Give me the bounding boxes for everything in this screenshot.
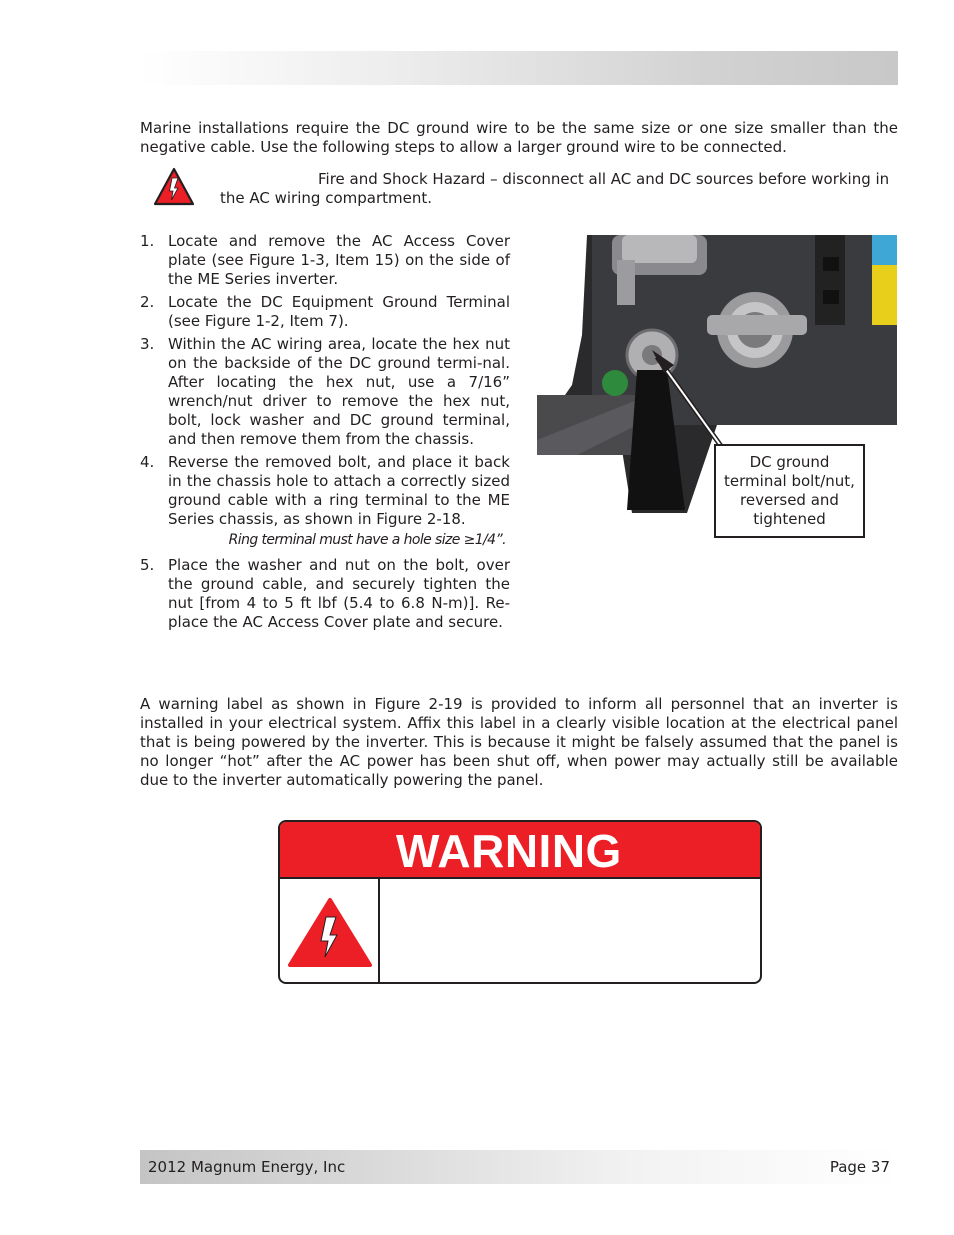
ring-terminal-note: Ring terminal must have a hole size ≥1/4”.: [228, 532, 506, 548]
list-item: [140, 453, 510, 550]
step-number: 1.: [140, 232, 155, 250]
list-item: [140, 232, 510, 289]
step-text: Locate and remove the AC Access Cover plate (see Figure 1-3, Item 15) on the side of the ME Series inverter.: [168, 232, 510, 288]
step-text: Reverse the removed bolt, and place it back in the chassis hole to attach a correctly sized ground cable with a ring terminal to the ME Series chassis, as shown in Figure 2-18.: [168, 453, 510, 528]
step-text: Within the AC wiring area, locate the hex nut on the backside of the DC ground termi-nal. After locating the hex nut, use a 7/16” wrench/nut driver to remove the hex nut, bolt, lock washer and DC ground terminal, and then remove them from the chassis.: [168, 335, 510, 448]
step-number: 4.: [140, 453, 155, 471]
shock-hazard-icon: [285, 897, 375, 969]
step-text: Locate the DC Equipment Ground Terminal (see Figure 1-2, Item 7).: [168, 293, 510, 330]
step-number: 2.: [140, 293, 155, 311]
list-item: [140, 556, 510, 632]
list-item: [140, 335, 510, 449]
warning-label-paragraph: A warning label as shown in Figure 2-19 is provided to inform all personnel that an inverter is installed in your electrical system. Affix this label in a clearly visible location at the electrical panel that is being powered by the inverter. This is because it might be falsely assumed that the panel is no longer “hot” after the AC power has been shut off, when power may actually still be available due to the inverter automatically powering the panel.: [140, 695, 898, 789]
photo-callout: [714, 444, 865, 538]
hazard-warning-text: [220, 170, 900, 208]
step-text: Place the washer and nut on the bolt, over the ground cable, and securely tighten the nut [from 4 to 5 ft lbf (5.4 to 6.8 N-m)]. Re-place the AC Access Cover plate and secure.: [168, 556, 510, 631]
hazard-text: Fire and Shock Hazard – disconnect all AC and DC sources before working in the AC wiring compartment.: [220, 170, 890, 207]
callout-text: DC ground terminal bolt/nut, reversed and tightened: [724, 453, 855, 528]
footer-copyright: 2012 Magnum Energy, Inc: [148, 1158, 346, 1176]
warning-label: [278, 820, 762, 984]
step-number: 5.: [140, 556, 155, 574]
procedure-steps: [140, 232, 510, 636]
page-number: Page 37: [829, 1158, 890, 1176]
list-item: [140, 293, 510, 331]
warning-label-header: [280, 822, 760, 879]
warning-icon-cell: [280, 879, 380, 984]
step-number: 3.: [140, 335, 155, 353]
shock-hazard-icon: [152, 166, 196, 207]
footer-bar: [140, 1150, 898, 1184]
intro-paragraph: Marine installations require the DC ground wire to be the same size or one size smaller than the negative cable. Use the following steps to allow a larger ground wire to be connected.: [140, 119, 898, 156]
header-bar: [140, 51, 898, 85]
warning-title: WARNING: [396, 825, 622, 877]
